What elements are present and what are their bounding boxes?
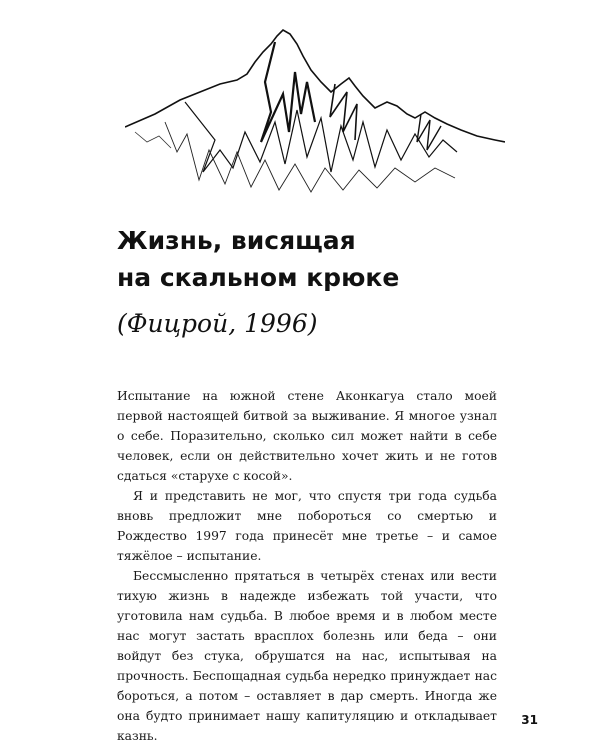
body-text	[117, 386, 497, 746]
paragraph-1: Испытание на южной стене Аконкагуа стало моей первой настоящей битвой за выживание. Я многое узнал о себе. Поразительно, сколько сил может найти в себе человек, если он действительно хочет жить и не готов сдаться «старухе с косой».	[117, 389, 497, 483]
chapter-title-line-1: Жизнь, висящая	[117, 226, 356, 255]
page-number: 31	[521, 713, 538, 727]
chapter-title-line-2: на скальном крюке	[117, 263, 400, 292]
paragraph-2: Я и представить не мог, что спустя три года судьба вновь предложит мне побороться со смертью и Рождество 1997 года принесёт мне третье – и самое тяжёлое – испытание.	[117, 489, 497, 563]
chapter-subtitle: (Фицрой, 1996)	[117, 309, 318, 338]
mountain-illustration	[125, 22, 505, 197]
chapter-title	[117, 222, 537, 296]
paragraph-3: Бессмысленно прятаться в четырёх стенах или вести тихую жизнь в надежде избежать той участи, что уготовила нам судьба. В любое время и в любом месте нас могут застать врасплох болезнь или беда – они войдут без стука, обрушатся на нас, испытывая на прочность. Беспощадная судьба нередко принуждает нас бороться, а потом – оставляет в дар смерть. Иногда же она будто принимает нашу капитуляцию и откладывает казнь.	[117, 569, 497, 743]
